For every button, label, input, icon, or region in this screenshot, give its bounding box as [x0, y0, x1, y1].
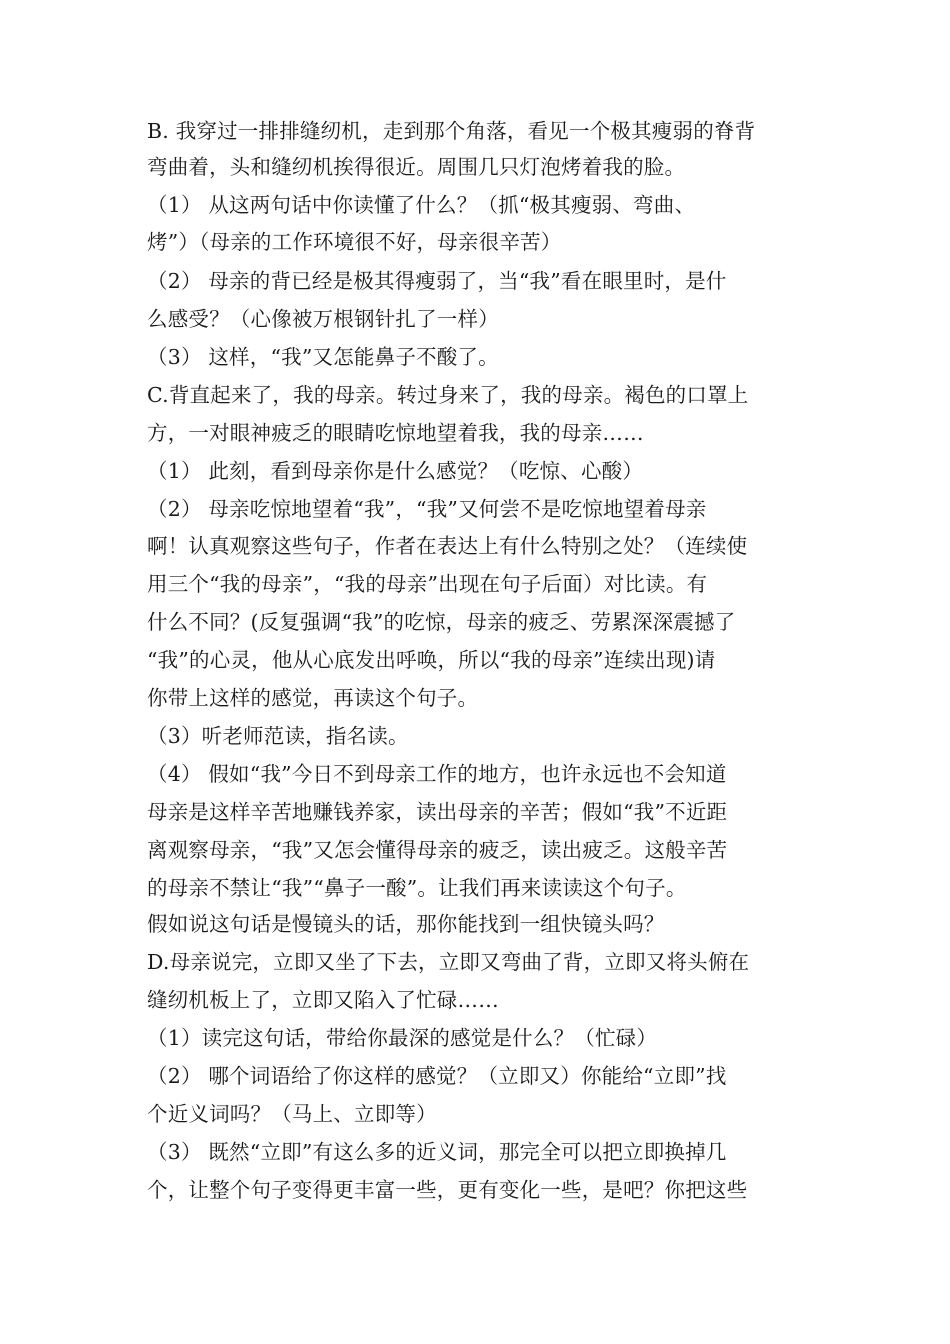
- text-line: “我”的心灵，他从心底发出呼唤，所以“我的母亲”连续出现)请: [147, 648, 716, 672]
- text-line: （2） 哪个词语给了你这样的感觉？（立即又）你能给“立即”找: [147, 1064, 727, 1088]
- text-line: 什么不同？(反复强调“我”的吃惊，母亲的疲乏、劳累深深震撼了: [147, 610, 736, 634]
- text-line: （4） 假如“我”今日不到母亲工作的地方，也许永远也不会知道: [147, 762, 727, 786]
- text-line: B. 我穿过一排排缝纫机，走到那个角落，看见一个极其瘦弱的脊背: [147, 119, 756, 143]
- text-line: （2） 母亲吃惊地望着“我”，“我”又何尝不是吃惊地望着母亲: [147, 497, 707, 521]
- text-line: 的母亲不禁让“我”“鼻子一酸”。让我们再来读读这个句子。: [147, 876, 687, 900]
- text-line: （3） 既然“立即”有这么多的近义词，那完全可以把立即换掉几: [147, 1140, 727, 1164]
- text-line: 假如说这句话是慢镜头的话，那你能找到一组快镜头吗？: [147, 912, 665, 936]
- text-line: 啊！认真观察这些句子，作者在表达上有什么特别之处？（连续使: [147, 534, 748, 558]
- text-line: 个近义词吗？（马上、立即等）: [147, 1102, 437, 1126]
- text-line: （1） 此刻，看到母亲你是什么感觉？（吃惊、心酸）: [147, 459, 644, 483]
- text-line: 烤”）（母亲的工作环境很不好，母亲很辛苦）: [147, 230, 562, 254]
- text-line: 个，让整个句子变得更丰富一些，更有变化一些，是吧？你把这些: [147, 1178, 748, 1202]
- text-line: 方，一对眼神疲乏的眼睛吃惊地望着我，我的母亲……: [147, 421, 644, 445]
- text-line: D.母亲说完，立即又坐了下去，立即又弯曲了背，立即又将头俯在: [147, 950, 750, 974]
- text-line: （1） 从这两句话中你读懂了什么？（抓“极其瘦弱、弯曲、: [147, 193, 696, 217]
- text-line: 么感受？（心像被万根钢针扎了一样）: [147, 307, 499, 331]
- text-line: 用三个“我的母亲”，“我的母亲”出现在句子后面）对比读。有: [147, 572, 708, 596]
- text-line: 你带上这样的感觉，再读这个句子。: [147, 686, 479, 710]
- text-line: 母亲是这样辛苦地赚钱养家，读出母亲的辛苦；假如“我”不近距: [147, 800, 728, 824]
- text-line: （2） 母亲的背已经是极其得瘦弱了，当“我”看在眼里时，是什: [147, 269, 727, 293]
- text-line: 弯曲着，头和缝纫机挨得很近。周围几只灯泡烤着我的脸。: [147, 155, 686, 179]
- text-line: （3）听老师范读，指名读。: [147, 724, 409, 748]
- text-line: 离观察母亲，“我”又怎会懂得母亲的疲乏，读出疲乏。这般辛苦: [147, 838, 728, 862]
- text-line: 缝纫机板上了，立即又陷入了忙碌……: [147, 988, 499, 1012]
- text-line: （3） 这样，“我”又怎能鼻子不酸了。: [147, 345, 499, 369]
- text-line: C.背直起来了，我的母亲。转过身来了，我的母亲。褐色的口罩上: [147, 383, 749, 407]
- text-line: （1）读完这句话，带给你最深的感觉是什么？（忙碌）: [147, 1026, 658, 1050]
